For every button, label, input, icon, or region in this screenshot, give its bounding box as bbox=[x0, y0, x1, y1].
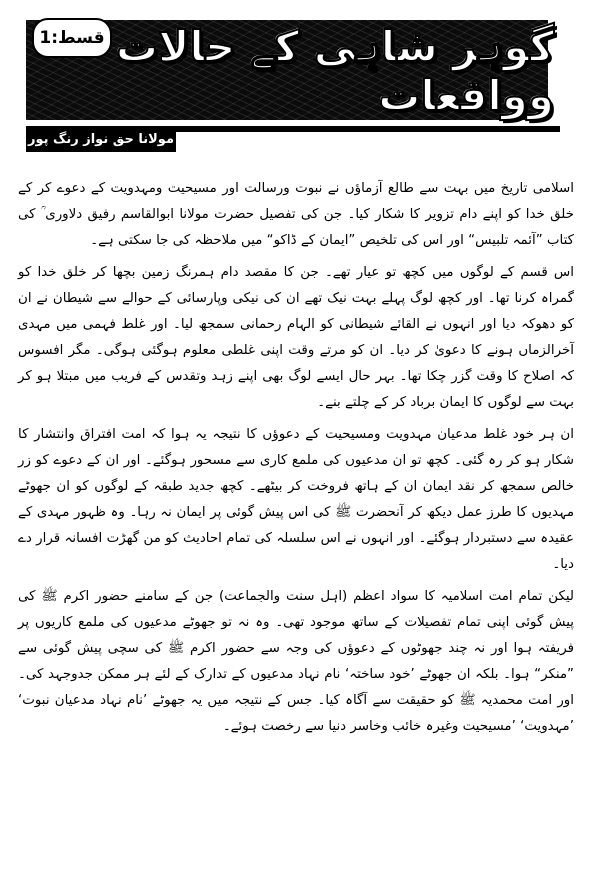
article-title: گوہر شاہی کے حالات وواقعات bbox=[115, 22, 554, 120]
episode-badge: قسط:1 bbox=[32, 18, 112, 58]
article-body bbox=[18, 176, 574, 866]
paragraph: لیکن تمام امت اسلامیہ کا سواد اعظم (اہل سنت والجماعت) جن کے سامنے حضور اکرم ﷺ کی پیش گوئی اپنی تمام تفصیلات کے ساتھ موجود تھی۔ وہ نہ تو جھوٹے مدعیوں کی ملمع کاریوں پر فریفتہ ہوا اور نہ چند جھوٹوں کے دعوؤں کی وجہ سے حضور اکرم ﷺ کی سچی پیش گوئی سے ”منکر“ ہوا۔ بلکہ ان جھوٹے ’خود ساختہ‘ نام نہاد مدعیوں کے تدارک کے لئے ہر ممکن جدوجہد کی۔ اور امت محمدیہ ﷺ کو حقیقت سے آگاہ کیا۔ جس کے نتیجہ میں یہ جھوٹے ’نام نہاد مدعیان نبوت‘ ’مہدویت‘ ’مسیحیت وغیرہ خائب وخاسر دنیا سے رخصت ہوئے۔ bbox=[18, 589, 574, 734]
author-rule bbox=[176, 126, 560, 132]
paragraph: ان ہر خود غلط مدعیان مہدویت ومسیحیت کے دعوؤں کا نتیجہ یہ ہوا کہ امت افتراق وانتشار کا شکار ہو کر رہ گئی۔ کچھ تو ان مدعیوں کی ملمع کاری سے مسحور ہوگئے۔ اور ان کے دعوے کو زر خالص سمجھ کر نقد ایمان ان کے ہاتھ فروخت کر بیٹھے۔ کچھ جدید طبقہ کے لوگوں کو ان جھوٹے مہدیوں کا طرز عمل دیکھ کر آنحضرت ﷺ کی اس پیش گوئی پر ایمان نہ رہا۔ وہ ظہور مہدی کے عقیدہ سے دستبردار ہوگئے۔ اور انہوں نے اس سلسلہ کی تمام احادیث کو من گھڑت افسانہ قرار دے دیا۔ bbox=[18, 427, 574, 572]
article-banner bbox=[14, 6, 580, 156]
author-name: مولانا حق نواز رنگ پور bbox=[26, 126, 176, 152]
paragraph: اسلامی تاریخ میں بہت سے طالع آزماؤں نے نبوت ورسالت اور مسیحیت ومہدویت کے دعوے کر کے خلق خدا کو اپنے دام تزویر کا شکار کیا۔ جن کی تفصیل حضرت مولانا ابوالقاسم رفیق دلاوری ؒ کی کتاب ”آئمہ تلبیس“ اور اس کی تلخیص ”ایمان کے ڈاکو“ میں ملاحظہ کی جا سکتی ہے۔ bbox=[18, 181, 574, 248]
paragraph: اس قسم کے لوگوں میں کچھ تو عیار تھے۔ جن کا مقصد دام ہمرنگ زمین بچھا کر خلق خدا کو گمراہ کرنا تھا۔ اور کچھ لوگ پہلے بہت نیک تھے ان کی نیکی وپارسائی کے حوالے سے شیطان نے ان کو دھوکہ دیا اور انہوں نے القائے شیطانی کو الہام رحمانی سمجھ لیا۔ اور غلط فہمی میں مہدی آخرالزماں ہونے کا دعویٰ کر دیا۔ ان کو مرتے وقت اپنی غلطی معلوم ہوگئی ہوگی۔ مگر افسوس کہ اصلاح کا وقت گزر چکا تھا۔ بہر حال ایسے لوگ بھی اپنے زہد وتقدس کے فریب میں مبتلا ہو کر بہت سے لوگوں کا ایمان برباد کر کے چلتے بنے۔ bbox=[18, 265, 574, 410]
